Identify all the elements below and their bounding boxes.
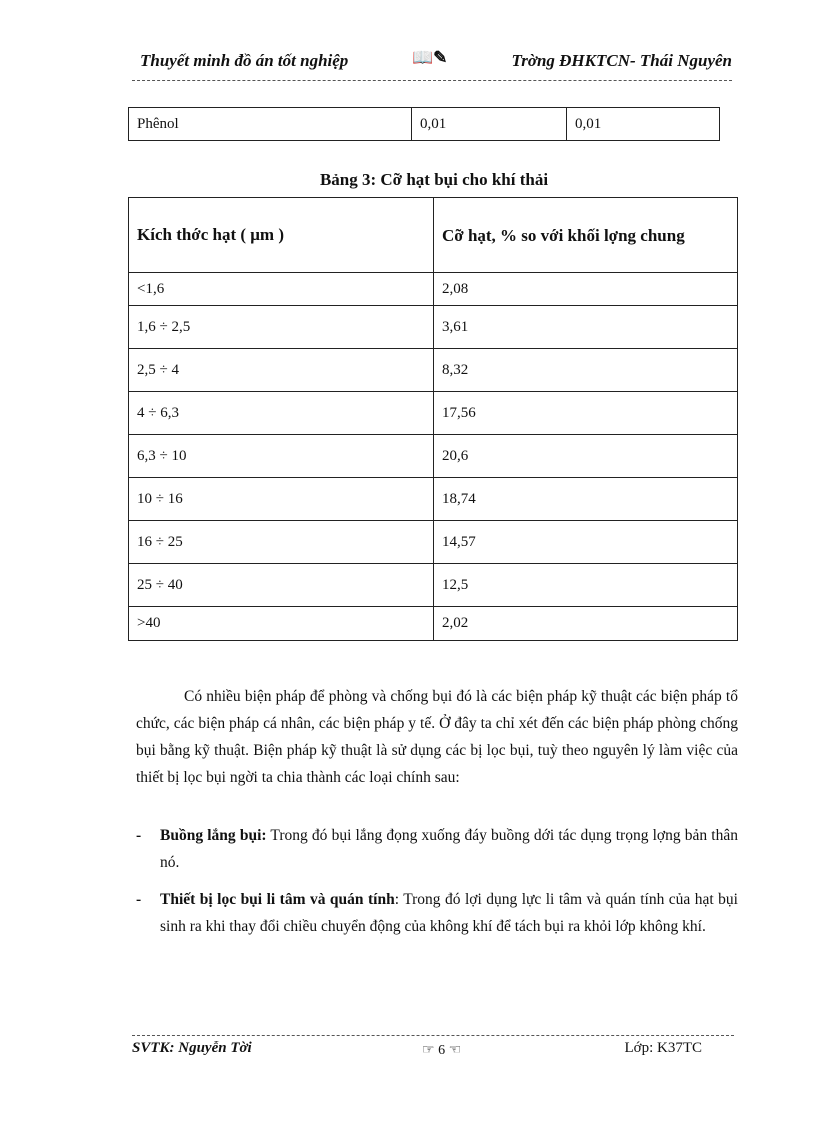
table-row	[129, 435, 738, 478]
continued-table	[128, 107, 720, 141]
size-cell: 6,3 ÷ 10	[129, 435, 434, 478]
header-divider	[132, 80, 732, 81]
table-row	[129, 564, 738, 607]
page-header	[140, 48, 732, 78]
list-item	[136, 886, 738, 940]
percent-cell: 2,08	[434, 273, 738, 306]
list-item	[136, 822, 738, 876]
size-cell: >40	[129, 607, 434, 641]
percent-cell: 20,6	[434, 435, 738, 478]
size-cell: <1,6	[129, 273, 434, 306]
percent-cell: 14,57	[434, 521, 738, 564]
bullet-title: Buồng lắng bụi:	[160, 827, 267, 844]
header-title: Thuyết minh đồ án tốt nghiệp	[140, 51, 349, 70]
size-cell: 16 ÷ 25	[129, 521, 434, 564]
footer-class: Lớp: K37TC	[624, 1040, 702, 1056]
table-cell: Phênol	[129, 108, 412, 141]
table-row	[129, 392, 738, 435]
page-number: 6	[438, 1043, 446, 1058]
table-row	[129, 521, 738, 564]
body-paragraph	[136, 683, 738, 791]
size-cell: 4 ÷ 6,3	[129, 392, 434, 435]
percent-cell: 8,32	[434, 349, 738, 392]
paragraph-text: Có nhiều biện pháp để phòng và chống bụi đó là các biện pháp kỹ thuật các biện pháp tổ chức, các biện pháp cá nhân, các biện pháp y tế. Ở đây ta chỉ xét đến các biện pháp phòng chống bụi bằng kỹ thuật. Biện pháp kỹ thuật là sử dụng các bị lọc bụi, tuỳ theo nguyên lý làm việc của thiết bị lọc bụi ngời ta chia thành các loại chính sau:	[136, 688, 738, 786]
table-cell: 0,01	[412, 108, 567, 141]
page-footer	[132, 1038, 732, 1064]
footer-page-number	[422, 1042, 461, 1059]
hand-right-icon: ☜	[448, 1043, 462, 1058]
table-caption	[128, 170, 740, 190]
bullet-dash: -	[136, 891, 142, 908]
size-cell: 25 ÷ 40	[129, 564, 434, 607]
size-cell: 1,6 ÷ 2,5	[129, 306, 434, 349]
bullet-title: Thiết bị lọc bụi li tâm và quán tính	[160, 891, 395, 908]
header-university: Trờng ĐHKTCN- Thái Nguyên	[511, 51, 732, 70]
column-header-percent: Cỡ hạt, % so với khối lợng chung	[434, 198, 738, 273]
table-row	[129, 478, 738, 521]
caption-number: Bảng 3	[319, 170, 371, 189]
percent-cell: 18,74	[434, 478, 738, 521]
column-header-size: Kích thớc hạt ( μm )	[129, 198, 434, 273]
percent-cell: 17,56	[434, 392, 738, 435]
particle-size-table	[128, 197, 738, 641]
bullet-dash: -	[136, 827, 142, 844]
size-cell: 10 ÷ 16	[129, 478, 434, 521]
table-row	[129, 108, 720, 141]
percent-cell: 12,5	[434, 564, 738, 607]
table-row	[129, 349, 738, 392]
size-cell: 2,5 ÷ 4	[129, 349, 434, 392]
bullet-text: Trong đó bụi lắng đọng xuống đáy buồng dới tác dụng trọng lợng bản thân nó.	[160, 827, 738, 871]
table-cell: 0,01	[567, 108, 720, 141]
footer-student: SVTK: Nguyễn Tời	[132, 1040, 252, 1056]
percent-cell: 3,61	[434, 306, 738, 349]
hand-left-icon: ☞	[422, 1043, 435, 1058]
table-row	[129, 607, 738, 641]
table-row	[129, 306, 738, 349]
bullet-text: : Trong đó lợi dụng lực li tâm và quán tính của hạt bụi sinh ra khi thay đổi chiều chuyển động của không khí để tách bụi ra khỏi lớp không khí.	[160, 891, 738, 935]
book-pen-icon: 📖✎	[412, 48, 448, 67]
table-row	[129, 273, 738, 306]
caption-text: : Cỡ hạt bụi cho khí thải	[370, 170, 549, 189]
percent-cell: 2,02	[434, 607, 738, 641]
table-header-row	[129, 198, 738, 273]
footer-divider	[132, 1035, 734, 1036]
